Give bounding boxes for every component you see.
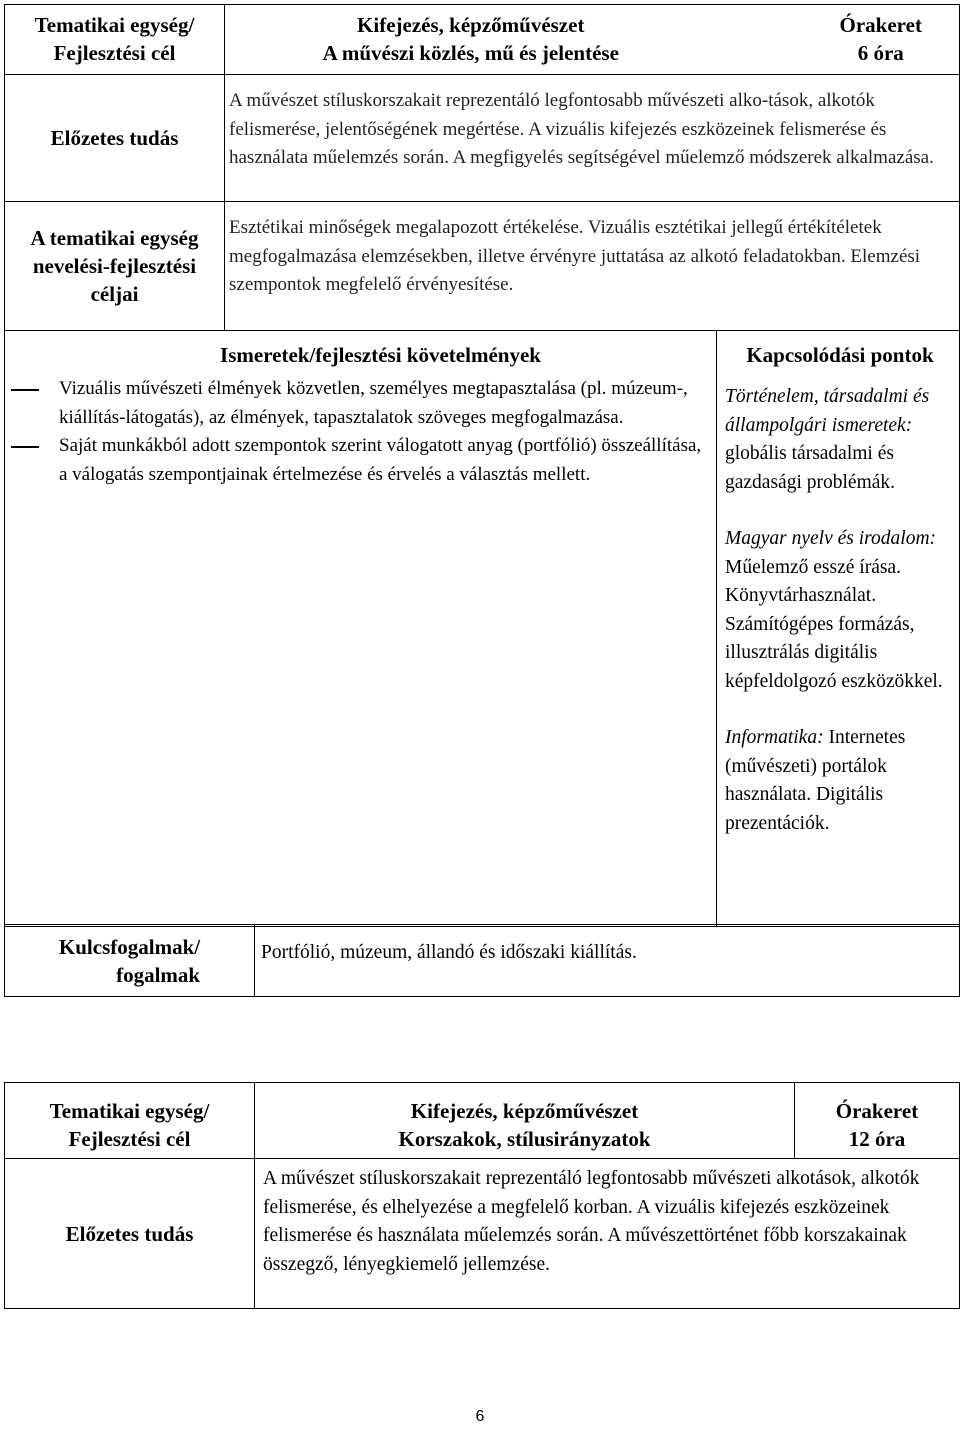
prior-knowledge-text: A művészet stíluskorszakait reprezentáló legfontosabb művészeti alko-tások, alkotók felismerése, jelentőségének megértése. A vizuális kifejezés eszközeinek felismerése és használata műelemzés során. A megfigyelés segítségével műelemző módszerek alkalmazása. — [229, 90, 934, 168]
goals-cell — [225, 202, 960, 331]
topic2-label-line1: Tematikai egység/ — [49, 1099, 210, 1123]
connection-informatics — [725, 724, 955, 838]
requirement-item-2: Saját munkákból adott szempontok szerint válogatott anyag (portfólió) összeállítása, a válogatás szempontjainak értelmezése és érvelés a választás mellett. — [9, 432, 706, 489]
goals-text: Esztétikai minőségek megalapozott értékelése. Vizuális esztétikai jellegű értékítéletek megfogalmazása elemzésekben, illetve érvényre juttatása az alkotó feladatokban. Elemzési szempontok megfelelő érvényesítése. — [229, 217, 921, 295]
topic-label-line1: Tematikai egység/ — [34, 13, 195, 37]
page-number: 6 — [475, 1408, 485, 1425]
keywords-table — [4, 924, 960, 997]
connections-header: Kapcsolódási pontok — [746, 343, 934, 367]
prior2-text: A művészet stíluskorszakait reprezentáló legfontosabb művészeti alkotások, alkotók felismerése, és elhelyezése a megfelelő korban. A vizuális kifejezés eszközeinek felismerése és használata műelemzés során. A művészettörténet főbb korszakainak összegző, lényegkiemelő jellemzése. — [263, 1168, 920, 1275]
connections-cell — [717, 331, 960, 927]
topic-title: A művészi közlés, mű és jelentése — [322, 41, 619, 65]
connection-literature — [725, 525, 955, 696]
prior-knowledge-label-cell — [5, 75, 225, 202]
topic2-label-cell — [5, 1083, 255, 1159]
keywords-text: Portfólió, múzeum, állandó és időszaki kiállítás. — [261, 942, 637, 963]
hours2-label: Órakeret — [835, 1099, 919, 1123]
keywords-label-line1: Kulcsfogalmak/ — [58, 934, 201, 959]
prior2-label: Előzetes tudás — [65, 1221, 194, 1246]
goals-label-line1: A tematikai egység — [30, 226, 199, 250]
topic2-subject: Kifejezés, képzőművészet — [410, 1099, 639, 1123]
topic2-title-cell — [255, 1083, 795, 1159]
connection-history — [725, 383, 955, 497]
topic2-title: Korszakok, stílusirányzatok — [398, 1127, 651, 1151]
connection-literature-subject: Magyar nyelv és irodalom: — [725, 528, 937, 549]
connection-informatics-text: Internetes (művészeti) portálok használata. Digitális prezentációk. — [725, 727, 906, 834]
requirements-cell — [5, 331, 717, 927]
connection-history-text: globális társadalmi és gazdasági problémák. — [725, 443, 896, 493]
connection-literature-text: Műelemző esszé írása. Könyvtárhasználat. Számítógépes formázás, illusztrálás digitális képfeldolgozó eszközökkel. — [725, 556, 943, 692]
requirements-header: Ismeretek/fejlesztési követelmények — [220, 343, 541, 367]
topic-subject: Kifejezés, képzőművészet — [357, 13, 585, 37]
topic-label-cell — [5, 5, 225, 75]
goals-label-line3: céljai — [90, 282, 139, 306]
prior2-cell — [255, 1159, 960, 1309]
goals-label-line2: nevelési-fejlesztési — [32, 254, 197, 278]
hours-cell — [717, 5, 960, 75]
keywords-label-cell — [5, 925, 255, 997]
keywords-label-line2: fogalmak — [116, 962, 201, 987]
prior-knowledge-label: Előzetes tudás — [50, 126, 179, 150]
hours-label: Órakeret — [839, 13, 922, 37]
topic-label-line2: Fejlesztési cél — [53, 41, 176, 65]
hours2-cell — [795, 1083, 960, 1159]
hours-value: 6 óra — [857, 41, 904, 65]
prior2-label-cell — [5, 1159, 255, 1309]
keywords-cell — [255, 925, 960, 997]
connection-history-subject: Történelem, társadalmi és állampolgári ismeretek: — [725, 386, 930, 436]
topic2-label-line2: Fejlesztési cél — [68, 1127, 191, 1151]
topic-table-1 — [4, 4, 960, 927]
connection-informatics-subject: Informatika: — [725, 727, 824, 748]
topic-title-cell — [225, 5, 717, 75]
goals-label-cell — [5, 202, 225, 331]
topic-table-2 — [4, 1082, 960, 1309]
prior-knowledge-cell — [225, 75, 960, 202]
hours2-value: 12 óra — [848, 1127, 906, 1151]
requirement-item-1: Vizuális művészeti élmények közvetlen, személyes megtapasztalása (pl. múzeum-, kiállítás-látogatás), az élmények, tapasztalatok szöveges megfogalmazása. — [9, 375, 706, 432]
